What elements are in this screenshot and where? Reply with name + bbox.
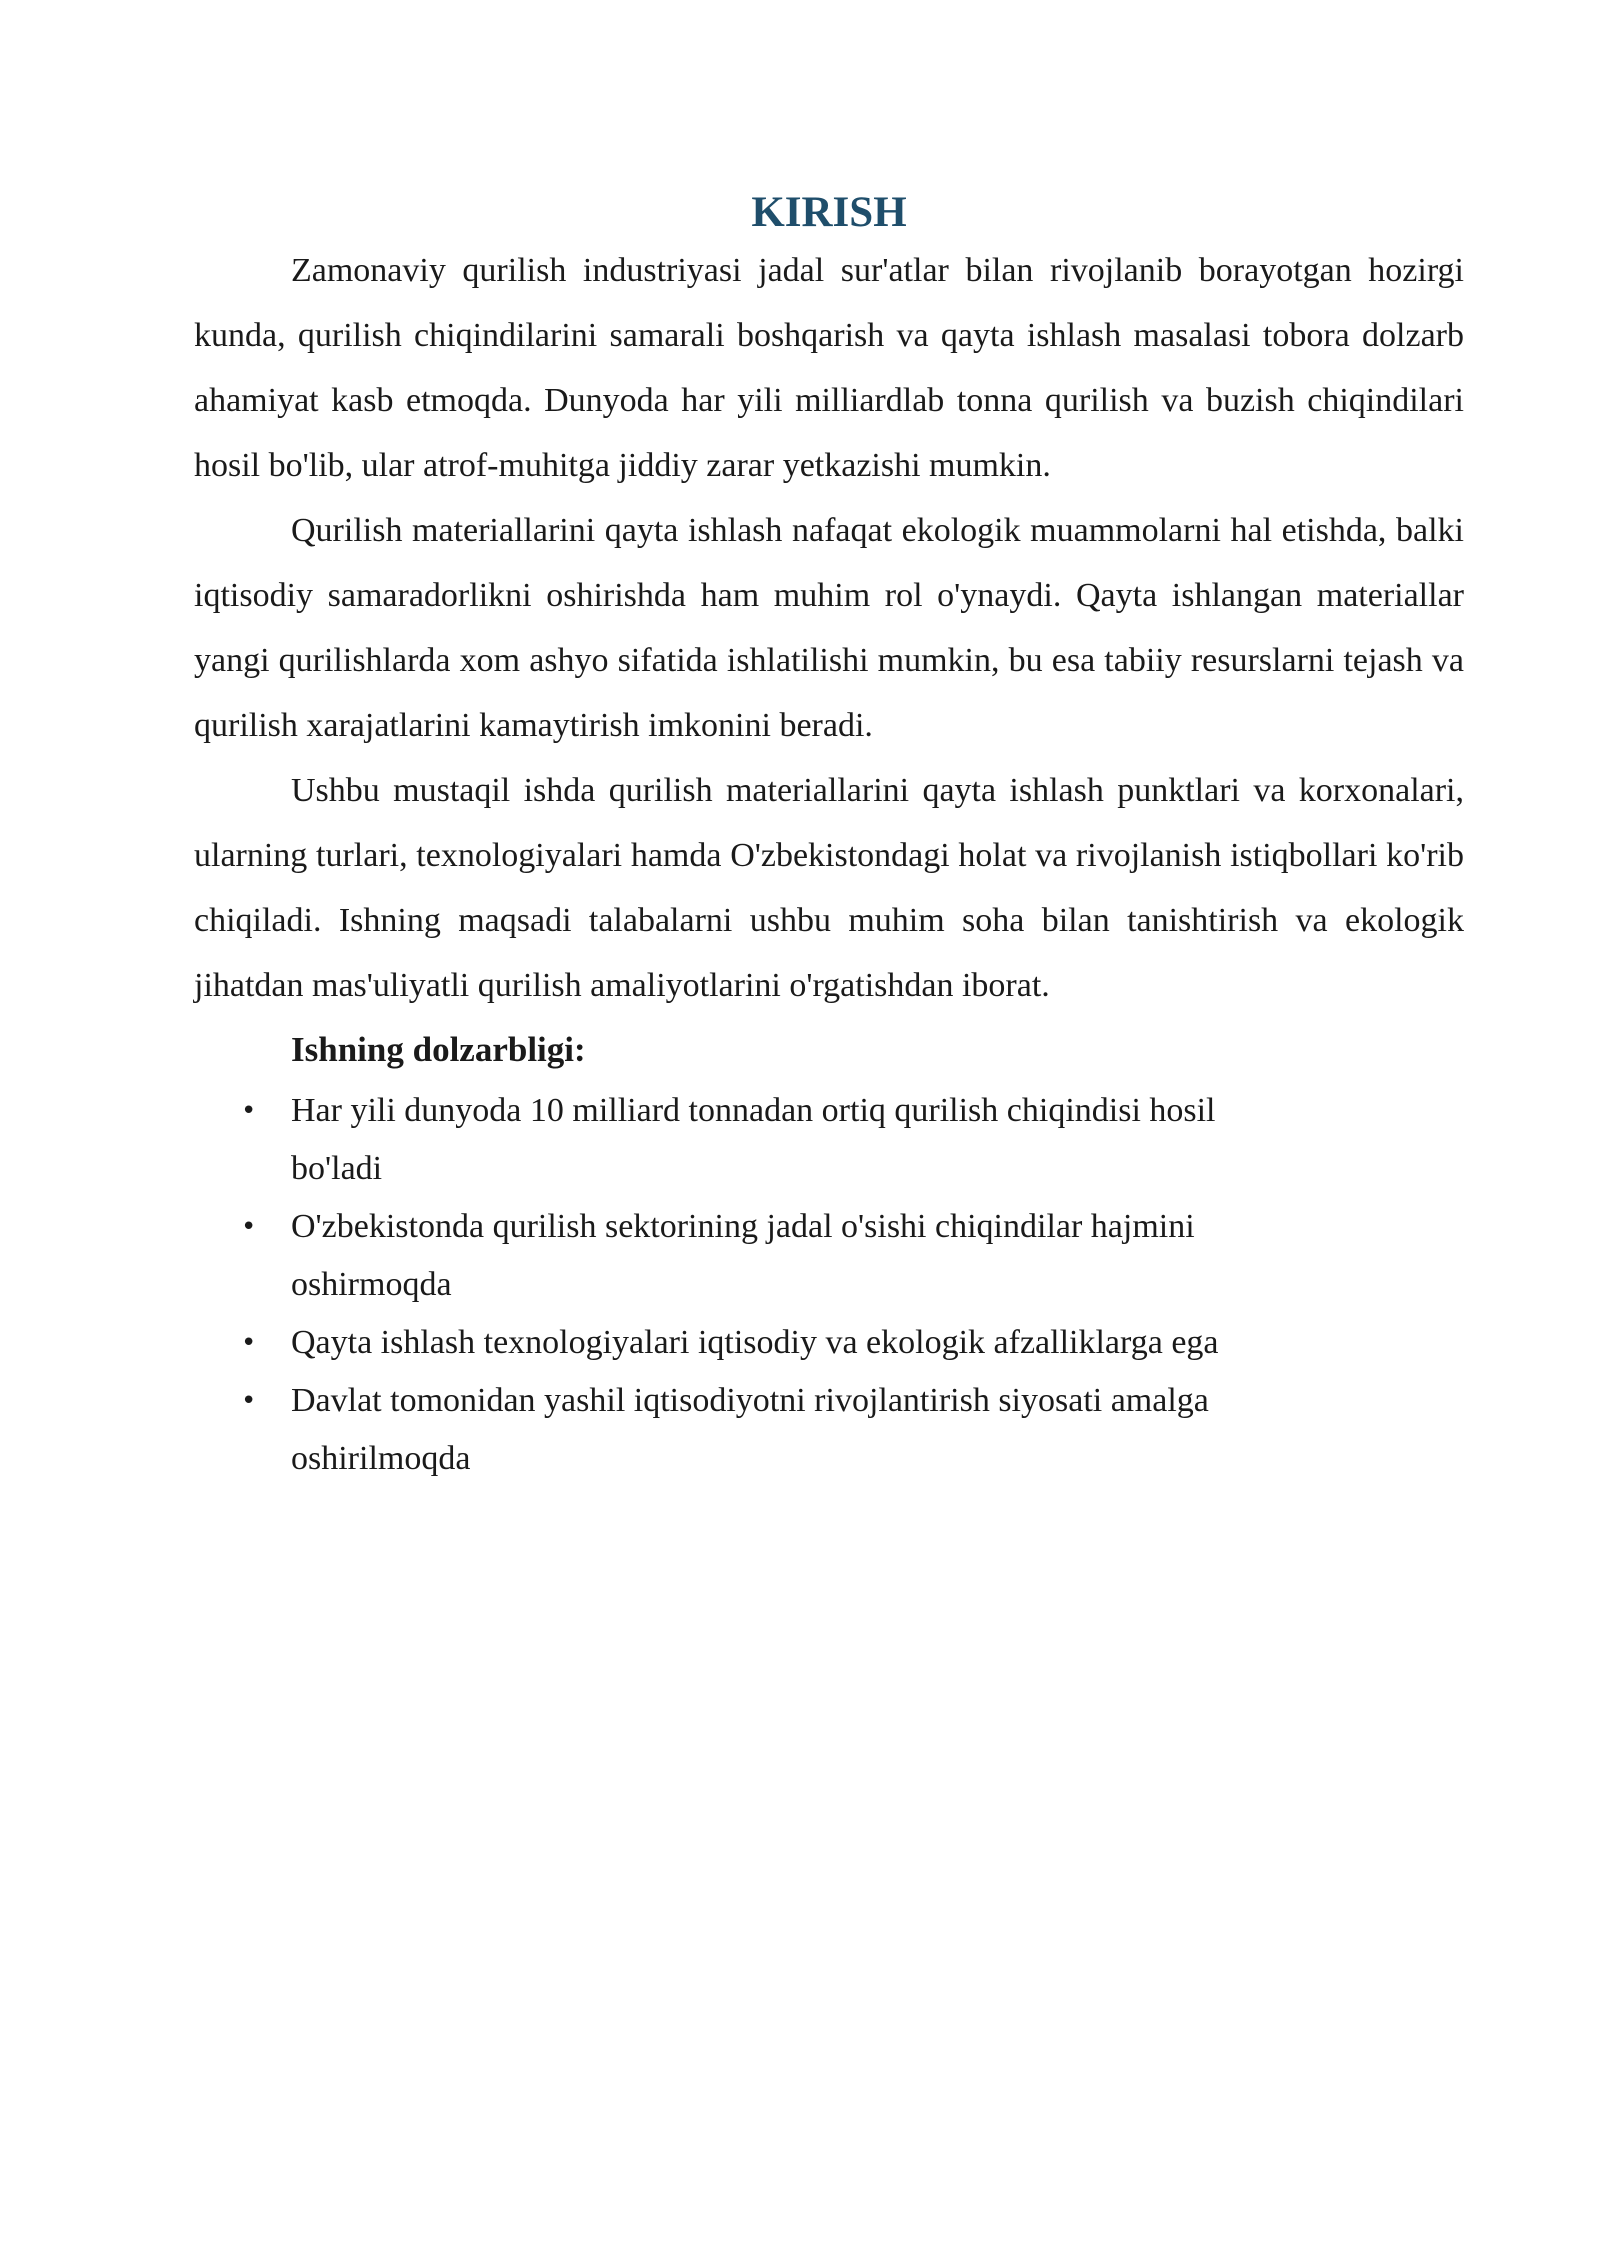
list-item-text: Davlat tomonidan yashil iqtisodiyotni rivojlantirish siyosati amalga oshirilmoqda [291, 1382, 1209, 1477]
page-content [194, 188, 1464, 1488]
page-title: KIRISH [751, 189, 907, 236]
paragraph-2: Qurilish materiallarini qayta ishlash nafaqat ekologik muammolarni hal etishda, balki iqtisodiy samaradorlikni oshirishda ham muhim rol o'ynaydi. Qayta ishlangan materiallar yangi qurilishlarda xom ashyo sifatida ishlatilishi mumkin, bu esa tabiiy resurslarni tejash va qurilish xarajatlarini kamaytirish imkonini beradi. [194, 512, 1464, 744]
paragraph-1: Zamonaviy qurilish industriyasi jadal sur'atlar bilan rivojlanib borayotgan hozirgi kunda, qurilish chiqindilarini samarali boshqarish va qayta ishlash masalasi tobora dolzarb ahamiyat kasb etmoqda. Dunyoda har yili milliardlab tonna qurilish va buzish chiqindilari hosil bo'lib, ular atrof-muhitga jiddiy zarar yetkazishi mumkin. [194, 252, 1464, 484]
list-item [194, 1372, 1301, 1488]
paragraph-3: Ushbu mustaqil ishda qurilish materiallarini qayta ishlash punktlari va korxonalari, ularning turlari, texnologiyalari hamda O'zbekistondagi holat va rivojlanish istiqbollari ko'rib chiqiladi. Ishning maqsadi talabalarni ushbu muhim soha bilan tanishtirish va ekologik jihatdan mas'uliyatli qurilish amaliyotlarini o'rgatishdan iborat. [194, 772, 1464, 1004]
section-subheading: Ishning dolzarbligi: [291, 1030, 586, 1069]
bullet-icon: • [241, 1212, 257, 1242]
list-item-text: Har yili dunyoda 10 milliard tonnadan ortiq qurilish chiqindisi hosil bo'ladi [291, 1092, 1216, 1187]
bullet-icon: • [241, 1328, 257, 1358]
list-item-text: Qayta ishlash texnologiyalari iqtisodiy va ekologik afzalliklarga ega [291, 1324, 1219, 1361]
bullet-icon: • [241, 1386, 257, 1416]
list-item [194, 1198, 1301, 1314]
bullet-icon: • [241, 1096, 257, 1126]
list-item-text: O'zbekistonda qurilish sektorining jadal o'sishi chiqindilar hajmini oshirmoqda [291, 1208, 1195, 1303]
bullet-list [194, 1082, 1464, 1488]
list-item [194, 1082, 1301, 1198]
list-item [194, 1314, 1301, 1372]
